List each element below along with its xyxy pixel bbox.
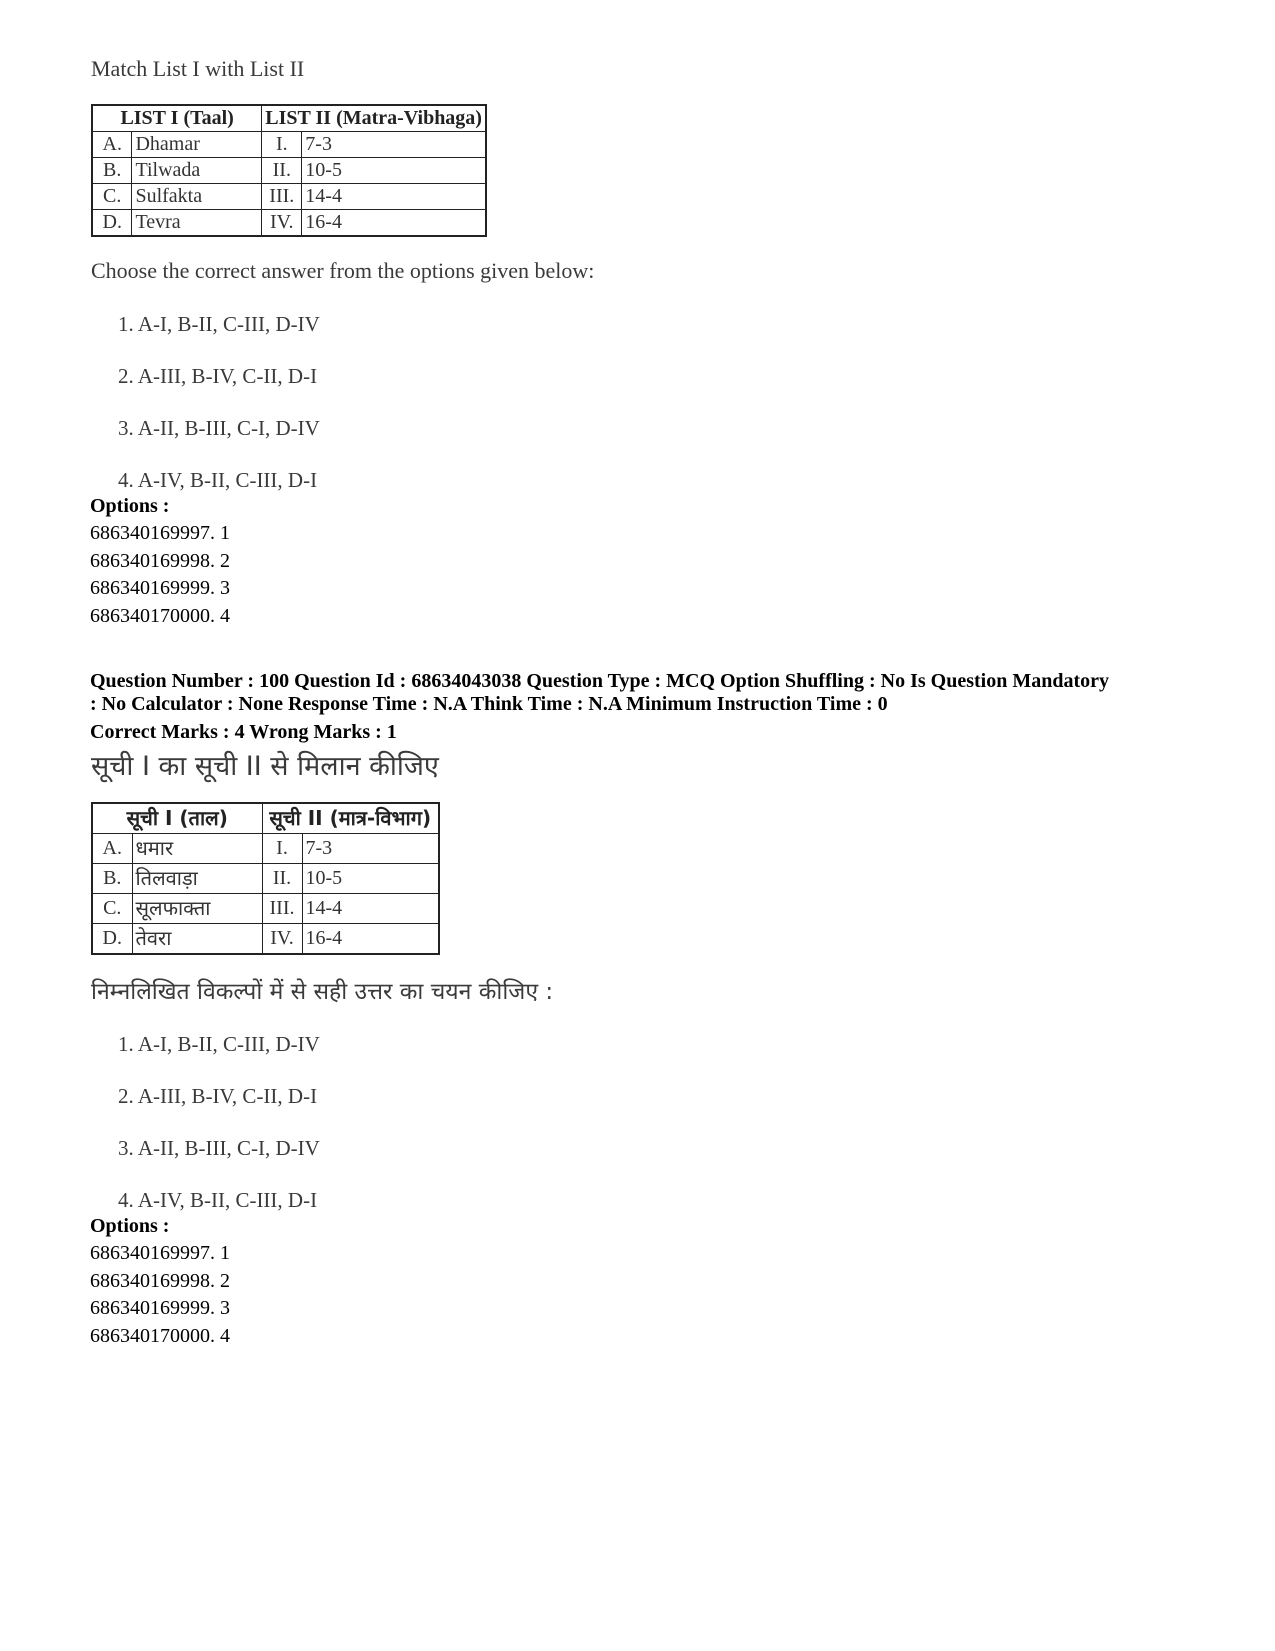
q100-match-table [91,802,440,955]
row-numeral: III. [262,894,302,924]
q100-option-2: 686340169998. 2 [90,1270,230,1292]
q100-meta-line1: Question Number : 100 Question Id : 68634043038 Question Type : MCQ Option Shuffling : No Is Question Mandatory [90,670,1109,692]
q100-choice-2: 2. A-III, B-IV, C-II, D-I [118,1084,318,1108]
q100-choice-1: 1. A-I, B-II, C-III, D-IV [118,1032,320,1056]
q99-instruction: Match List I with List II [91,56,305,81]
row-matra: 14-4 [302,894,439,924]
row-matra: 10-5 [302,158,486,184]
q100-choice-3: 3. A-II, B-III, C-I, D-IV [118,1136,320,1160]
q100-option-1: 686340169997. 1 [90,1242,230,1264]
row-matra: 7-3 [302,834,439,864]
q100-option-4: 686340170000. 4 [90,1325,230,1347]
row-letter: B. [92,864,132,894]
list1-header: सूची I (ताल) [92,803,262,834]
q100-option-3: 686340169999. 3 [90,1297,230,1319]
row-matra: 7-3 [302,132,486,158]
row-taal: Sulfakta [132,184,262,210]
row-taal: धमार [132,834,262,864]
row-taal: Dhamar [132,132,262,158]
row-letter: C. [92,894,132,924]
table-row [92,210,486,237]
row-letter: D. [92,924,132,955]
q99-option-1: 686340169997. 1 [90,522,230,544]
table-header-row [92,803,439,834]
table-row [92,184,486,210]
row-letter: B. [92,158,132,184]
q99-choice-2: 2. A-III, B-IV, C-II, D-I [118,364,318,388]
table-row [92,834,439,864]
q100-options-label: Options : [90,1215,170,1237]
q100-meta-line2: : No Calculator : None Response Time : N.A Think Time : N.A Minimum Instruction Time : 0 [90,693,888,715]
row-taal: तेवरा [132,924,262,955]
list2-header: सूची II (मात्र-विभाग) [262,803,439,834]
q99-prompt: Choose the correct answer from the options given below: [91,258,595,283]
row-matra: 16-4 [302,924,439,955]
row-letter: C. [92,184,132,210]
row-taal: Tevra [132,210,262,237]
row-letter: D. [92,210,132,237]
row-numeral: IV. [262,924,302,955]
table-header-row [92,105,486,132]
q99-option-4: 686340170000. 4 [90,605,230,627]
row-numeral: I. [262,834,302,864]
row-numeral: IV. [262,210,302,237]
table-row [92,158,486,184]
q99-option-3: 686340169999. 3 [90,577,230,599]
row-matra: 14-4 [302,184,486,210]
table-row [92,132,486,158]
row-numeral: I. [262,132,302,158]
row-numeral: II. [262,158,302,184]
row-matra: 10-5 [302,864,439,894]
row-letter: A. [92,132,132,158]
q100-prompt: निम्नलिखित विकल्पों में से सही उत्तर का चयन कीजिए : [91,979,554,1005]
q99-choice-1: 1. A-I, B-II, C-III, D-IV [118,312,320,336]
q100-choice-4: 4. A-IV, B-II, C-III, D-I [118,1188,318,1212]
q100-marks: Correct Marks : 4 Wrong Marks : 1 [90,721,397,743]
q99-option-2: 686340169998. 2 [90,550,230,572]
table-row [92,864,439,894]
row-numeral: II. [262,864,302,894]
row-numeral: III. [262,184,302,210]
row-letter: A. [92,834,132,864]
q100-instruction: सूची I का सूची II से मिलान कीजिए [91,751,439,782]
row-taal: सूलफाक्ता [132,894,262,924]
q99-match-table [91,104,487,237]
q99-options-label: Options : [90,495,170,517]
list1-header: LIST I (Taal) [92,105,262,132]
row-taal: तिलवाड़ा [132,864,262,894]
table-row [92,894,439,924]
row-taal: Tilwada [132,158,262,184]
row-matra: 16-4 [302,210,486,237]
list2-header: LIST II (Matra-Vibhaga) [262,105,486,132]
table-row [92,924,439,955]
q99-choice-4: 4. A-IV, B-II, C-III, D-I [118,468,318,492]
q99-choice-3: 3. A-II, B-III, C-I, D-IV [118,416,320,440]
